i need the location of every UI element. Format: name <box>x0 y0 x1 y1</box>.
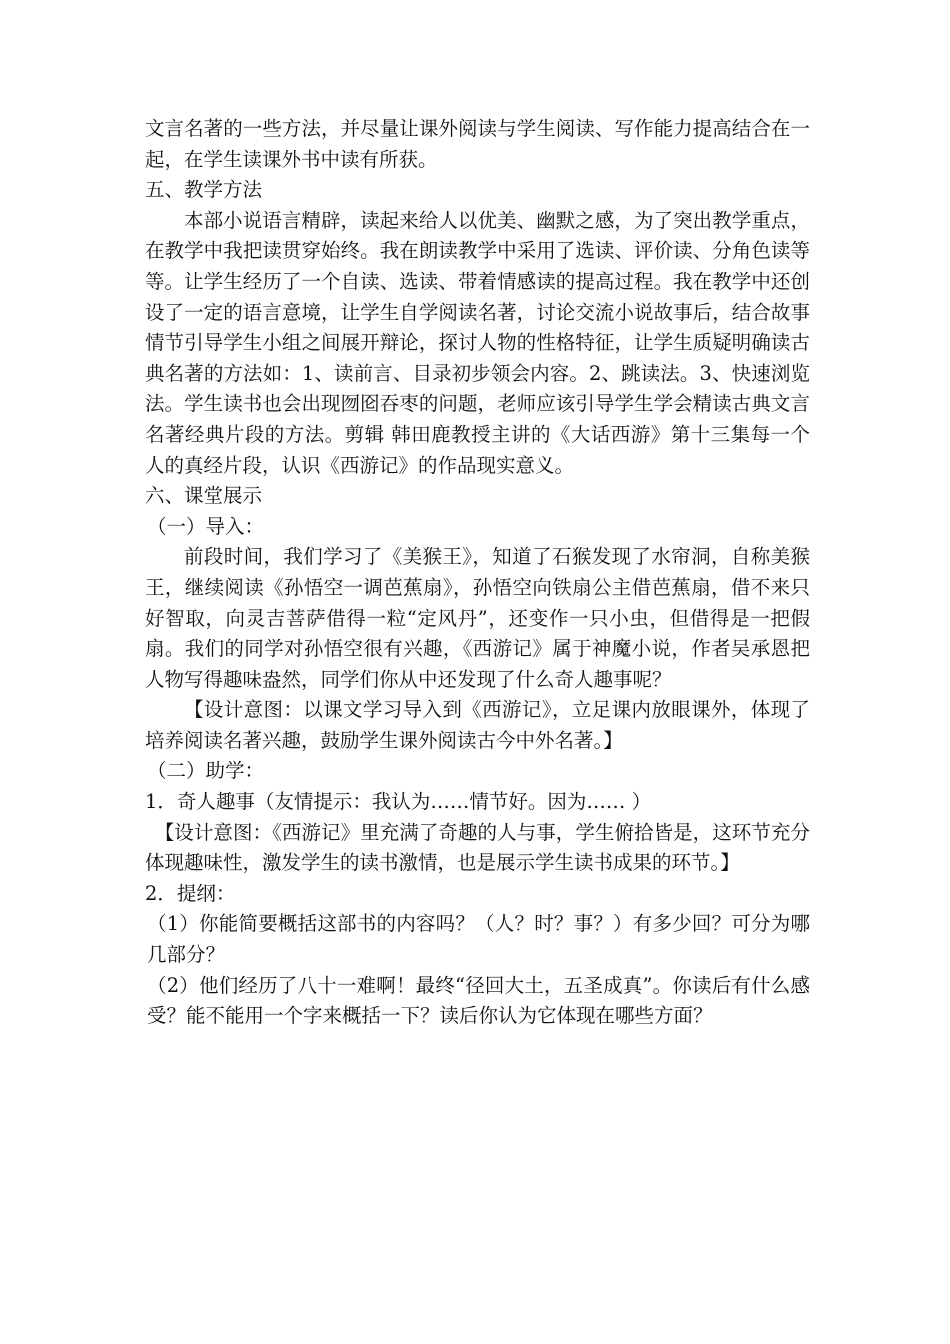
section-heading-classroom-display: 六、课堂展示 <box>145 484 263 508</box>
subheading-assist-learning: （二）助学： <box>147 759 265 783</box>
paragraph-continued: 文言名著的一些方法，并尽量让课外阅读与学生阅读、写作能力提高结合在一起，在学生读课外书中读有所获。 <box>145 117 810 171</box>
document-page <box>145 114 810 1032</box>
section-heading-teaching-method: 五、教学方法 <box>145 178 263 202</box>
design-intent-1: 【设计意图：以课文学习导入到《西游记》，立足课内放眼课外，体现了培养阅读名著兴趣，鼓励学生课外阅读古今中外名著。】 <box>145 698 810 752</box>
paragraph-teaching-method: 本部小说语言精辟，读起来给人以优美、幽默之感，为了突出教学重点，在教学中我把读贯穿始终。我在朗读教学中采用了选读、评价读、分角色读等等。让学生经历了一个自读、选读、带着情感读的提高过程。我在教学中还创设了一定的语言意境，让学生自学阅读名著，讨论交流小说故事后，结合故事情节引导学生小组之间展开辩论，探讨人物的性格特征，让学生质疑明确读古典名著的方法如：1、读前言、目录初步领会内容。2、跳读法。3、快速浏览法。学生读书也会出现囫囵吞枣的问题，老师应该引导学生学会精读古典文言名著经典片段的方法。剪辑 韩田鹿教授主讲的《大话西游》第十三集每一个人的真经片段，认识《西游记》的作品现实意义。 <box>145 208 810 477</box>
paragraph-introduction: 前段时间，我们学习了《美猴王》，知道了石猴发现了水帘洞，自称美猴王，继续阅读《孙悟空一调芭蕉扇》，孙悟空向铁扇公主借芭蕉扇，借不来只好智取，向灵吉菩萨借得一粒“定风丹”，还变作一只小虫，但借得是一把假扇。我们的同学对孙悟空很有兴趣，《西游记》属于神魔小说，作者吴承恩把人物写得趣味盎然，同学们你从中还发现了什么奇人趣事呢？ <box>145 545 810 691</box>
item-outline: 2．提纲： <box>145 881 236 905</box>
design-intent-2: 【设计意图：《西游记》里充满了奇趣的人与事，学生俯拾皆是，这环节充分体现趣味性，激发学生的读书激情，也是展示学生读书成果的环节。】 <box>145 820 810 875</box>
question-1: （1）你能简要概括这部书的内容吗？（人？时？事？）有多少回？可分为哪几部分？ <box>147 912 810 967</box>
subheading-introduction: （一）导入： <box>147 514 265 538</box>
item-interesting-stories: 1．奇人趣事（友情提示：我认为……情节好。因为…… ） <box>145 790 652 814</box>
question-2: （2）他们经历了八十一难啊！最终“径回大土，五圣成真”。你读后有什么感受？能不能用一个字来概括一下？读后你认为它体现在哪些方面？ <box>147 973 810 1028</box>
